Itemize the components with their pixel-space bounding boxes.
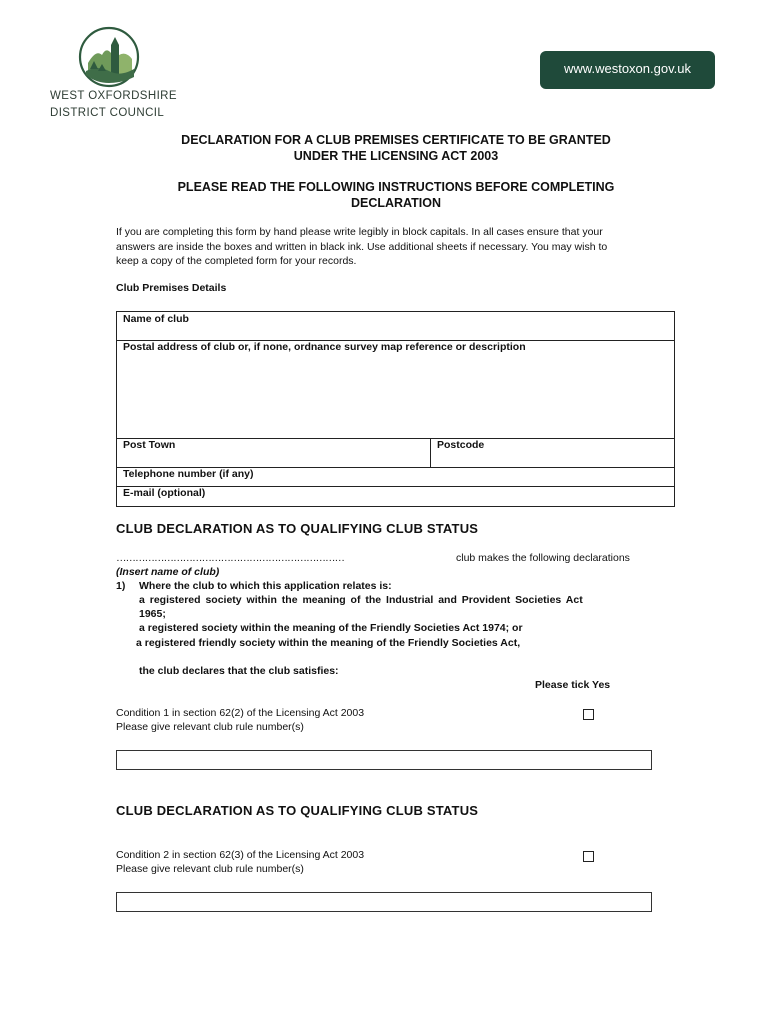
instructions-line3: keep a copy of the completed form for your records. [116, 255, 357, 267]
form-title-line1: DECLARATION FOR A CLUB PREMISES CERTIFICATE TO BE GRANTED [181, 133, 611, 147]
option1-line2: 1965; [139, 608, 166, 620]
council-emblem-icon [78, 25, 140, 89]
instructions-heading-line2: DECLARATION [350, 196, 442, 210]
post-town-label: Post Town [123, 439, 176, 451]
condition2-rule-input[interactable] [116, 892, 652, 912]
postal-address-label: Postal address of club or, if none, ordnance survey map reference or description [123, 341, 526, 353]
council-name-line2: DISTRICT COUNCIL [50, 107, 165, 119]
tick-yes-label: Please tick Yes [535, 679, 611, 691]
makes-declarations-text: club makes the following declarations [456, 552, 630, 564]
premises-details-table [116, 311, 675, 507]
section2-heading: CLUB DECLARATION AS TO QUALIFYING CLUB STATUS [116, 803, 479, 818]
item-number: 1) [116, 580, 126, 592]
condition1-text: Condition 1 in section 62(2) of the Licensing Act 2003 [116, 707, 365, 719]
condition1-rule-input[interactable] [116, 750, 652, 770]
condition2-rule-text: Please give relevant club rule number(s) [116, 863, 304, 875]
option3: a registered friendly society within the meaning of the Friendly Societies Act, [136, 637, 521, 649]
club-satisfies-text: the club declares that the club satisfies: [139, 665, 339, 677]
condition1-yes-checkbox[interactable] [583, 709, 594, 720]
form-title-line2: UNDER THE LICENSING ACT 2003 [293, 149, 499, 163]
insert-name-hint: (Insert name of club) [116, 566, 220, 578]
condition2-text: Condition 2 in section 62(3) of the Licensing Act 2003 [116, 849, 365, 861]
club-name-label: Name of club [123, 313, 189, 325]
premises-heading: Club Premises Details [116, 282, 227, 294]
divider [117, 438, 674, 439]
instructions-line2: answers are inside the boxes and written in black ink. Use additional sheets if necessary. You may wish to [116, 241, 608, 253]
council-name-line1: WEST OXFORDSHIRE [50, 90, 177, 102]
instructions-heading-line1: PLEASE READ THE FOLLOWING INSTRUCTIONS BEFORE COMPLETING [177, 180, 615, 194]
condition1-rule-text: Please give relevant club rule number(s) [116, 721, 304, 733]
website-link[interactable]: www.westoxon.gov.uk [540, 51, 715, 89]
section1-heading: CLUB DECLARATION AS TO QUALIFYING CLUB STATUS [116, 521, 479, 536]
email-label: E-mail (optional) [123, 487, 206, 499]
condition2-yes-checkbox[interactable] [583, 851, 594, 862]
telephone-label: Telephone number (if any) [123, 468, 254, 480]
council-logo [50, 22, 180, 126]
postcode-label: Postcode [437, 439, 485, 451]
item-text: Where the club to which this application relates is: [139, 580, 392, 592]
option1-line1: a registered society within the meaning of the Industrial and Provident Societies Act [139, 594, 583, 606]
club-name-dots: ……………………………………………………………… [116, 552, 344, 564]
instructions-line1: If you are completing this form by hand please write legibly in block capitals. In all cases ensure that your [116, 226, 603, 238]
divider [430, 438, 431, 467]
option2: a registered society within the meaning of the Friendly Societies Act 1974; or [139, 622, 523, 634]
